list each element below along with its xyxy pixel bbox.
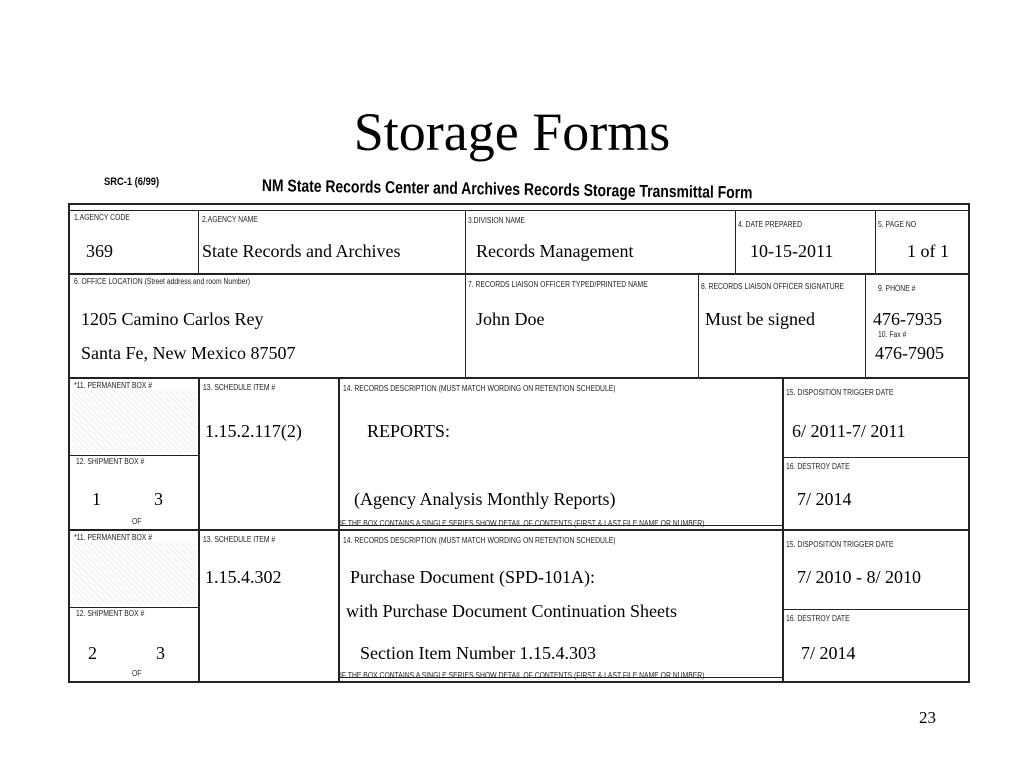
- series-note: IF THE BOX CONTAINS A SINGLE SERIES SHOW DETAIL OF CONTENTS (FIRST & LAST FILE NAME OR NUMBER): [340, 519, 705, 528]
- description-line2: with Purchase Document Continuation Sheets: [346, 601, 677, 621]
- grid-line: [70, 681, 968, 683]
- grid-line: [198, 210, 199, 274]
- of-label: OF: [132, 669, 142, 678]
- liaison-signature-value: Must be signed: [705, 309, 815, 329]
- grid-line: [735, 210, 736, 274]
- shipment-of-value: 3: [154, 489, 163, 509]
- agency-name-label: 2.AGENCY NAME: [202, 215, 258, 224]
- grid-line: [782, 609, 968, 610]
- schedule-item-value: 1.15.2.117(2): [205, 421, 302, 441]
- liaison-officer-value: John Doe: [476, 309, 545, 329]
- address-line2-value: Santa Fe, New Mexico 87507: [81, 343, 296, 363]
- grid-line: [70, 529, 968, 531]
- transmittal-form: [68, 203, 970, 683]
- agency-code-value: 369: [86, 241, 113, 261]
- permanent-box-shading: [72, 391, 196, 453]
- description-line3: Section Item Number 1.15.4.303: [360, 643, 596, 663]
- grid-line: [782, 379, 784, 681]
- shipment-box-label: 12. SHIPMENT BOX #: [76, 609, 145, 618]
- office-location-label: 6. OFFICE LOCATION (Street address and room Number): [74, 277, 250, 286]
- date-prepared-label: 4. DATE PREPARED: [738, 220, 802, 229]
- phone-value: 476-7935: [873, 309, 942, 329]
- destroy-date-label: 16. DESTROY DATE: [786, 462, 850, 471]
- shipment-of-value: 3: [156, 643, 165, 663]
- liaison-signature-label: 8. RECORDS LIAISON OFFICER SIGNATURE: [701, 282, 845, 291]
- schedule-item-value: 1.15.4.302: [205, 567, 282, 587]
- series-note: IF THE BOX CONTAINS A SINGLE SERIES SHOW DETAIL OF CONTENTS (FIRST & LAST FILE NAME OR NUMBER): [340, 671, 705, 680]
- permanent-box-shading: [72, 543, 196, 605]
- grid-line: [70, 273, 968, 275]
- grid-line: [782, 457, 968, 458]
- description-line1: Purchase Document (SPD-101A):: [350, 567, 595, 587]
- of-label: OF: [132, 517, 142, 526]
- shipment-box-value: 2: [88, 643, 97, 663]
- trigger-date-value: 7/ 2010 - 8/ 2010: [797, 567, 921, 587]
- grid-line: [70, 210, 968, 211]
- description-line2: (Agency Analysis Monthly Reports): [354, 489, 616, 509]
- description-line1: REPORTS:: [367, 421, 450, 441]
- grid-line: [198, 379, 200, 681]
- fax-label: 10. Fax #: [878, 330, 907, 339]
- address-line1-value: 1205 Camino Carlos Rey: [81, 309, 264, 329]
- destroy-date-value: 7/ 2014: [797, 489, 852, 509]
- grid-line: [70, 377, 968, 379]
- grid-line: [70, 607, 200, 608]
- destroy-date-value: 7/ 2014: [801, 643, 856, 663]
- form-code: SRC-1 (6/99): [104, 176, 160, 188]
- grid-line: [465, 275, 466, 377]
- division-name-value: Records Management: [476, 241, 634, 261]
- trigger-date-value: 6/ 2011-7/ 2011: [792, 421, 906, 441]
- destroy-date-label: 16. DESTROY DATE: [786, 614, 850, 623]
- shipment-box-label: 12. SHIPMENT BOX #: [76, 457, 145, 466]
- fax-value: 476-7905: [875, 343, 944, 363]
- permanent-box-label: *11. PERMANENT BOX #: [74, 533, 152, 542]
- permanent-box-label: *11. PERMANENT BOX #: [74, 381, 152, 390]
- slide-title: Storage Forms: [353, 102, 671, 162]
- records-description-label: 14. RECORDS DESCRIPTION (MUST MATCH WORDING ON RETENTION SCHEDULE): [343, 384, 616, 393]
- disposition-trigger-label: 15. DISPOSITION TRIGGER DATE: [786, 540, 894, 549]
- disposition-trigger-label: 15. DISPOSITION TRIGGER DATE: [786, 388, 894, 397]
- grid-line: [865, 275, 866, 377]
- grid-line: [338, 379, 340, 681]
- page-no-value: 1 of 1: [907, 241, 949, 261]
- schedule-item-label: 13. SCHEDULE ITEM #: [203, 383, 276, 392]
- page-no-label: 5. PAGE NO: [878, 220, 917, 229]
- grid-line: [465, 210, 466, 274]
- schedule-item-label: 13. SCHEDULE ITEM #: [203, 535, 276, 544]
- grid-line: [70, 455, 200, 456]
- grid-line: [875, 210, 876, 274]
- agency-name-value: State Records and Archives: [202, 241, 401, 261]
- form-title: NM State Records Center and Archives Records Storage Transmittal Form: [261, 176, 753, 203]
- date-prepared-value: 10-15-2011: [750, 241, 834, 261]
- records-description-label: 14. RECORDS DESCRIPTION (MUST MATCH WORDING ON RETENTION SCHEDULE): [343, 536, 616, 545]
- phone-label: 9. PHONE #: [878, 284, 916, 293]
- shipment-box-value: 1: [92, 489, 101, 509]
- page-number: 23: [919, 708, 936, 727]
- division-name-label: 3.DIVISION NAME: [468, 216, 526, 225]
- grid-line: [698, 275, 699, 377]
- liaison-officer-label: 7. RECORDS LIAISON OFFICER TYPED/PRINTED NAME: [468, 280, 648, 289]
- agency-code-label: 1.AGENCY CODE: [74, 213, 130, 222]
